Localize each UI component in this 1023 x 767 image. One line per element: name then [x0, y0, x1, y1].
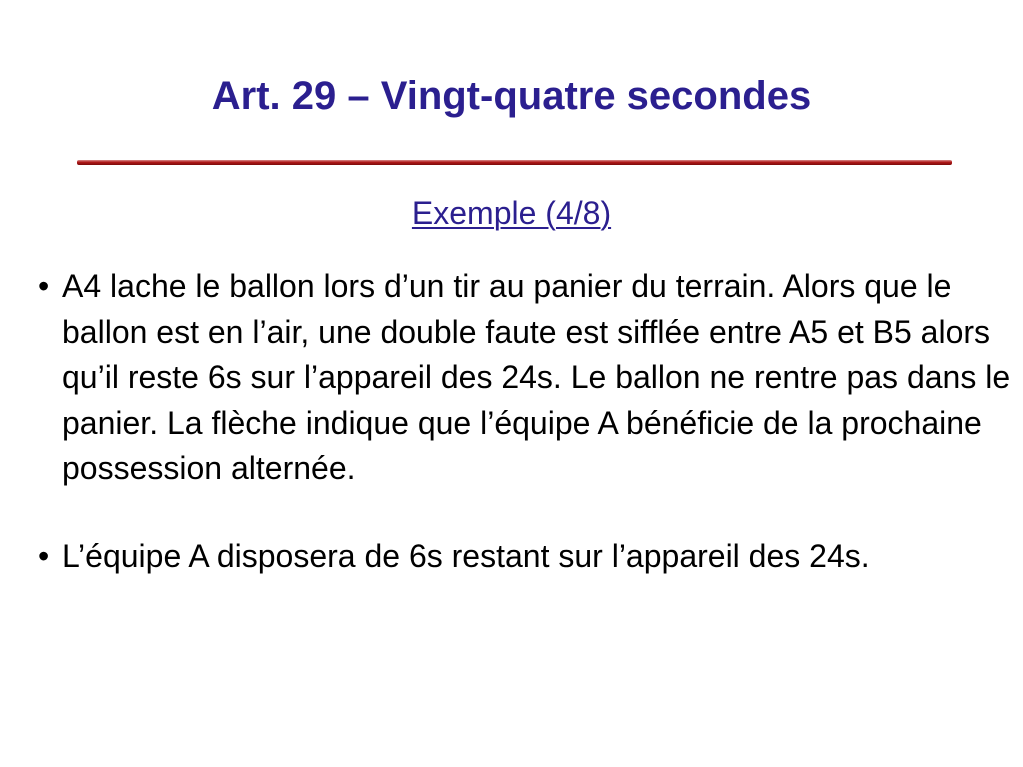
slide-title: Art. 29 – Vingt-quatre secondes — [211, 74, 812, 118]
bullet-text: A4 lache le ballon lors d’un tir au panier du terrain. Alors que le ballon est en l’air, une double faute est sifflée entre A5 et B5 alors qu’il reste 6s sur l’appareil des 24s. Le ballon ne rentre pas dans le panier. La flèche indique que l’équipe A bénéficie de la prochaine possession alternée. — [62, 268, 1011, 486]
bullet-text: L’équipe A disposera de 6s restant sur l’appareil des 24s. — [62, 537, 870, 574]
bullet-icon: • — [38, 537, 50, 574]
bullet-item — [38, 534, 1013, 580]
title-divider — [77, 160, 952, 165]
slide-subtitle: Exemple (4/8) — [411, 195, 612, 231]
bullet-list — [38, 264, 1013, 579]
bullet-item — [38, 264, 1013, 492]
bullet-icon: • — [38, 268, 50, 304]
